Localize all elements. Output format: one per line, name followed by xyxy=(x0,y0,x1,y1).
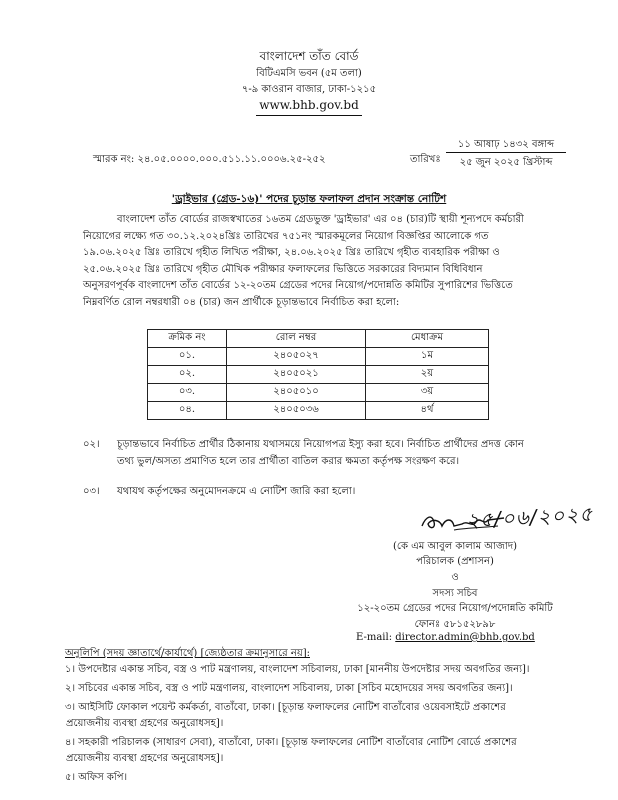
body-paragraph xyxy=(83,212,543,311)
signatory-role: সদস্য সচিব xyxy=(432,588,478,599)
list-item: ১। উপদেষ্টার একান্ত সচিব, বস্ত্র ও পাট মন্ত্রণালয়, বাংলাদেশ সচিবালয়, ঢাকা [মাননীয় উপদেষ্টার সদয় অবগতির জন্য]। xyxy=(65,664,530,675)
copy-list xyxy=(65,662,555,786)
column-header-roll: রোল নম্বর xyxy=(227,330,366,348)
body-line: নিয়োগের লক্ষ্যে গত ৩০.১২.২০২৪খ্রিঃ তারিখের ৭৫১নং স্মারকমূলের নিয়োগ বিজ্ঞপ্তির আলোকে গত xyxy=(83,230,489,242)
serial-cell: ০১. xyxy=(148,348,227,366)
handwritten-date: ২৫/০৬/২০২৫ xyxy=(465,501,594,533)
column-header-serial: ক্রমিক নং xyxy=(148,330,227,348)
signatory-conjunction: ও xyxy=(451,572,459,583)
point-line: যথাযথ কর্তৃপক্ষের অনুমোদনক্রমে এ নোটিশ জারি করা হলো। xyxy=(117,486,356,497)
committee-name: ১২-২০তম গ্রেডের পদের নিয়োগ/পদোন্নতি কমিটি xyxy=(357,603,553,614)
body-line: ২৫.০৬.২০২৫ খ্রিঃ তারিখে গৃহীত মৌখিক পরীক্ষার ফলাফলের ভিত্তিতে সরকারের বিদ্যমান বিধিবিধান xyxy=(83,263,483,275)
org-address: ৭-৯ কাওরান বাজার, ঢাকা-১২১৫ xyxy=(241,84,377,95)
list-item-continuation: প্রয়োজনীয় ব্যবস্থা গ্রহণের অনুরোধসহ]। xyxy=(66,718,224,729)
list-item: ৪। সহকারী পরিচালক (সাধারণ সেবা), বাতাঁবো, ঢাকা। [চূড়ান্ত ফলাফলের নোটিশ বাতাঁবোর নোটিশ বোর্ডে প্রকাশের xyxy=(65,737,517,748)
merit-cell: ১ম xyxy=(366,348,489,366)
signatory-title: পরিচালক (প্রশাসন) xyxy=(416,556,494,567)
date-divider xyxy=(446,152,566,153)
serial-cell: ০২. xyxy=(148,366,227,384)
copy-heading: অনুলিপি (সদয় জ্ঞাতার্থে/কার্যার্থে) [জ্যেষ্ঠতার ক্রমানুসারে নয়]: xyxy=(65,648,310,659)
body-line: ১৯.০৬.২০২৫ খ্রিঃ তারিখে গৃহীত লিখিত পরীক্ষা, ২৪.০৬.২০২৫ খ্রিঃ তারিখে গৃহীত ব্যবহারিক পরীক্ষা ও xyxy=(83,247,500,258)
serial-cell: ০৩. xyxy=(148,384,227,402)
website-underline xyxy=(256,115,362,116)
signatory-phone: ফোনঃ ৫৮১৫২৮৯৮ xyxy=(414,619,496,630)
roll-cell: ২৪০৫০২৭ xyxy=(227,348,366,366)
org-website[interactable]: www.bhb.gov.bd xyxy=(259,98,359,112)
table-row xyxy=(148,402,489,420)
roll-cell: ২৪০৫০১০ xyxy=(227,384,366,402)
signatory-email-row xyxy=(356,632,535,643)
roll-cell: ২৪০৫০৩৬ xyxy=(227,402,366,420)
list-item: ২। সচিবের একান্ত সচিব, বস্ত্র ও পাট মন্ত্রণালয়, বাংলাদেশ সচিবালয়, ঢাকা [সচিব মহোদয়ের সদয় অবগতির জন্য]। xyxy=(65,683,513,694)
org-name: বাংলাদেশ তাঁত বোর্ড xyxy=(259,49,359,63)
list-item-continuation: প্রয়োজনীয় ব্যবস্থা গ্রহণের অনুরোধসহ]। xyxy=(66,753,224,764)
merit-cell: ২য় xyxy=(366,366,489,384)
body-line: বাংলাদেশ তাঁত বোর্ডের রাজস্বখাতের ১৬তম গ্রেডভুক্ত 'ড্রাইভার' এর ০৪ (চার)টি স্থায়ী শূন্যপদে কর্মচারী xyxy=(117,214,524,225)
merit-cell: ৪র্থ xyxy=(366,402,489,420)
results-table xyxy=(147,329,489,420)
table-row xyxy=(148,348,489,366)
email-link[interactable]: director.admin@bhb.gov.bd xyxy=(395,632,535,643)
table-header-row xyxy=(148,330,489,348)
body-line: অনুসরণপূর্বক বাংলাদেশ তাঁত বোর্ডের ১২-২০তম গ্রেডের পদের নিয়োগ/পদোন্নতি কমিটির সুপারিশের ভিত্তিতে xyxy=(83,280,513,291)
column-header-merit: মেধাক্রম xyxy=(366,330,489,348)
table-row xyxy=(148,366,489,384)
point-line: চূড়ান্তভাবে নির্বাচিত প্রার্থীর ঠিকানায় যথাসময়ে নিয়োগপত্র ইস্যু করা হবে। নির্বাচিত প্রার্থীদের প্রদত্ত কোন xyxy=(117,439,524,450)
date-bangla: ১১ আষাঢ় ১৪৩২ বঙ্গাব্দ xyxy=(457,139,555,150)
date-english: ২৫ জুন ২০২৫ খ্রিস্টাব্দ xyxy=(459,157,553,168)
point-text xyxy=(117,437,545,470)
notice-subject: 'ড্রাইভার (গ্রেড-১৬)' পদের চূড়ান্ত ফলাফল প্রদান সংক্রান্ত নোটিশ xyxy=(171,193,447,205)
point-number: ০২। xyxy=(83,439,100,450)
signatory-name: (কে এম আবুল কালাম আজাদ) xyxy=(393,541,517,552)
org-building: বিটিএমসি ভবন (৫ম তলা) xyxy=(256,68,362,79)
date-label: তারিখঃ xyxy=(410,154,441,165)
serial-cell: ০৪. xyxy=(148,402,227,420)
point-number: ০৩। xyxy=(83,486,100,497)
roll-cell: ২৪০৫০২১ xyxy=(227,366,366,384)
body-line: নিম্নবর্ণিত রোল নম্বরধারী ০৪ (চার) জন প্রার্থীকে চূড়ান্তভাবে নির্বাচিত করা হলো: xyxy=(83,296,400,308)
table-row xyxy=(148,384,489,402)
list-item: ৩। আইসিটি ফোকাল পয়েন্ট কর্মকর্তা, বাতাঁবো, ঢাকা। [চূড়ান্ত ফলাফলের নোটিশ বাতাঁবোর ওয়েবসাইটে প্রকাশের xyxy=(65,702,506,713)
point-line: তথ্য ভুল/অসত্য প্রমাণিত হলে তার প্রার্থীতা বাতিল করার ক্ষমতা কর্তৃপক্ষ সংরক্ষণ করে। xyxy=(117,455,460,467)
memo-reference: স্মারক নং: ২৪.০৫.০০০০.০০০.৫১১.১১.০০০৬.২৫-২৫২ xyxy=(93,154,326,165)
email-label: E-mail: xyxy=(356,632,396,643)
list-item: ৫। অফিস কপি। xyxy=(65,772,128,783)
merit-cell: ৩য় xyxy=(366,384,489,402)
